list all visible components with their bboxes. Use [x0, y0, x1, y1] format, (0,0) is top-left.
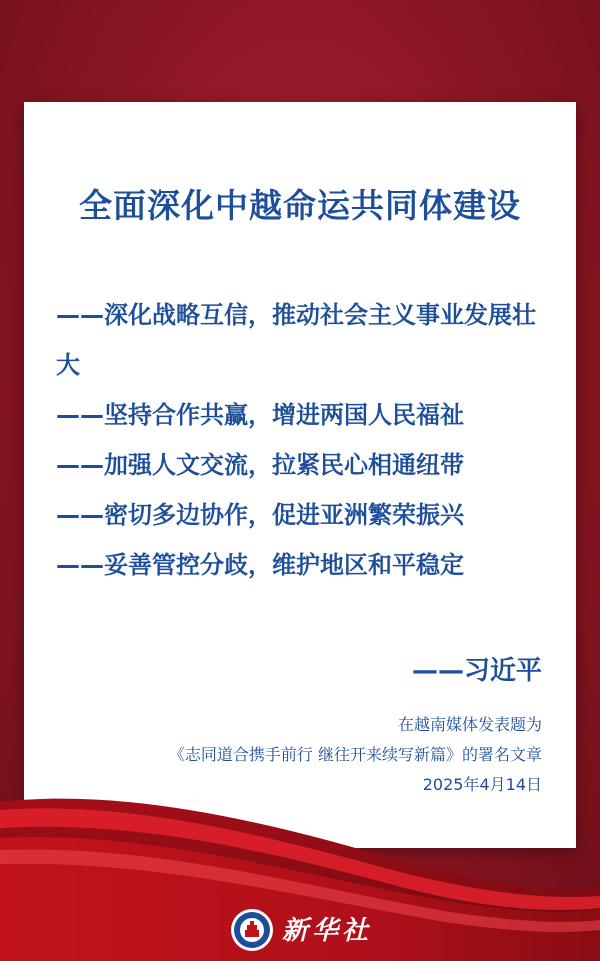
point-item: ——深化战略互信，推动社会主义事业发展壮大 — [56, 301, 536, 379]
quote-card — [24, 102, 576, 848]
source-line-1: 在越南媒体发表题为 — [397, 715, 542, 734]
point-item: ——密切多边协作，促进亚洲繁荣振兴 — [56, 501, 464, 529]
page-title: 全面深化中越命运共同体建设 — [79, 186, 521, 225]
author-signature: ——习近平 — [411, 656, 542, 686]
point-item: ——坚持合作共赢，增进两国人民福祉 — [56, 401, 464, 429]
points-list — [56, 290, 556, 590]
point-item: ——加强人文交流，拉紧民心相通纽带 — [56, 451, 464, 479]
point-item: ——妥善管控分歧，维护地区和平稳定 — [56, 551, 464, 579]
source-date: 2025年4月14日 — [422, 775, 542, 794]
brand-name: 新华社 — [282, 916, 373, 946]
source-line-2: 《志同道合携手前行 继往开来续写新篇》的署名文章 — [168, 745, 542, 764]
xinhua-logo-icon — [230, 908, 274, 952]
